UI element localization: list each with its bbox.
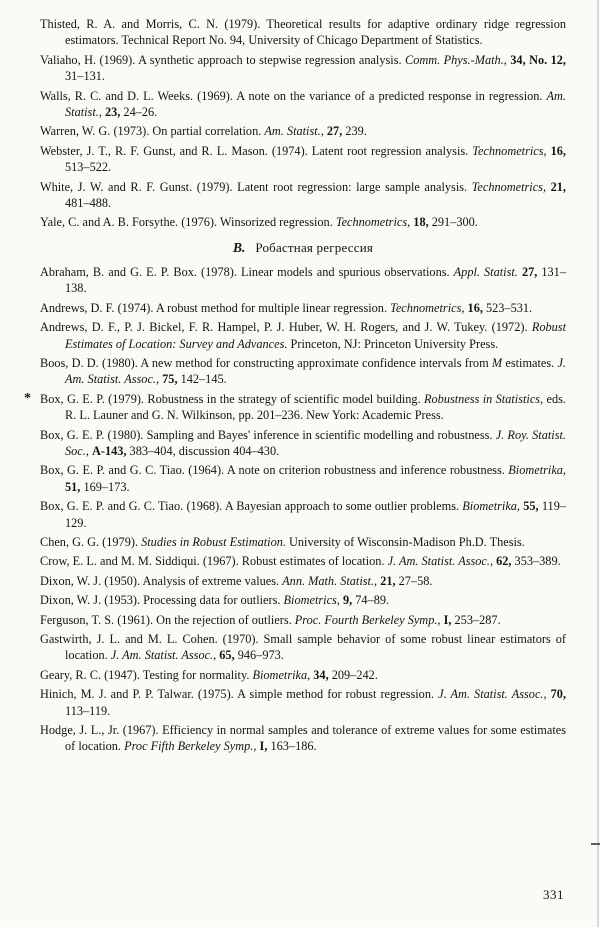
- ref-text: Dixon, W. J. (1950). Analysis of extreme values.: [40, 573, 283, 588]
- ref-text: Biometrika,: [252, 667, 311, 682]
- reference-entry: [40, 319, 570, 352]
- ref-text: Webster, J. T., R. F. Gunst, and R. L. Mason. (1974). Latent root regression analysis.: [40, 143, 473, 158]
- ref-text: 113–119.: [65, 687, 570, 718]
- section-title: Робастная регрессия: [255, 239, 374, 255]
- reference-entry: [40, 88, 570, 121]
- ref-text: M: [491, 355, 503, 370]
- ref-text: Thisted, R. A. and Morris, C. N. (1979). Theoretical results for adaptive ordinary ridge regression estimators. Technical Report No. 94, University of Chicago Department of Statistics.: [40, 17, 570, 48]
- reference-entry: [40, 52, 570, 85]
- ref-text: Box, G. E. P. (1980). Sampling and Bayes' inference in scientific modelling and robustness.: [40, 427, 496, 442]
- margin-asterisk: *: [24, 390, 31, 406]
- ref-text: I,: [259, 739, 268, 754]
- ref-text: Box, G. E. P. and G. C. Tiao. (1964). A note on criterion robustness and inference robustness.: [40, 463, 509, 478]
- ref-text: Comm. Phys.-Math.,: [405, 52, 507, 67]
- reference-entry: [40, 214, 566, 230]
- ref-text: Andrews, D. F., P. J. Bickel, F. R. Hampel, P. J. Huber, W. H. Rogers, and J. W. Tukey. (1972).: [40, 320, 532, 335]
- reference-entry: [40, 427, 570, 460]
- ref-text: Yale, C. and A. B. Forsythe. (1976). Winsorized regression.: [40, 215, 336, 230]
- ref-text: 55,: [523, 499, 539, 514]
- reference-entry: [40, 498, 566, 531]
- ref-text: J. Am. Statist. Assoc.,: [110, 648, 217, 663]
- ref-text: 291–300.: [428, 215, 478, 230]
- section-heading: [40, 240, 566, 256]
- ref-text: 353–389.: [511, 554, 561, 569]
- ref-text: A-143,: [91, 443, 127, 458]
- ref-text: J. Am. Statist. Assoc.,: [65, 355, 569, 387]
- ref-text: 481–488.: [65, 179, 570, 211]
- ref-text: Technometrics,: [471, 179, 547, 194]
- ref-text: Biometrika,: [508, 463, 566, 478]
- ref-text: Studies in Robust Estimation.: [141, 534, 286, 549]
- ref-text: 75,: [162, 372, 178, 387]
- ref-text: Box, G. E. P. (1979). Robustness in the strategy of scientific model building.: [40, 391, 425, 406]
- ref-text: Box, G. E. P. and G. C. Tiao. (1968). A Bayesian approach to some outlier problems.: [40, 499, 463, 514]
- ref-text: Proc. Fourth Berkeley Symp.,: [294, 612, 441, 627]
- ref-text: Technometrics,: [472, 143, 547, 158]
- ref-text: I,: [443, 612, 452, 627]
- reference-entry: [40, 631, 570, 664]
- page-number: 331: [543, 887, 564, 902]
- reference-entry: [24, 390, 570, 424]
- ref-text: 21,: [380, 573, 396, 588]
- ref-text: 119–129.: [65, 499, 566, 530]
- scan-edge-line: [597, 0, 599, 927]
- ref-text: 523–531.: [482, 300, 533, 315]
- ref-text: 34, No. 12,: [510, 52, 566, 67]
- ref-text: 70,: [550, 687, 567, 702]
- ref-text: Ferguson, T. S. (1961). On the rejection of outliers.: [40, 612, 295, 627]
- reference-entry: [40, 462, 566, 495]
- reference-entry: [40, 667, 566, 683]
- ref-text: 18,: [413, 215, 429, 230]
- ref-text: J. Roy. Statist. Soc.,: [65, 427, 570, 458]
- ref-text: 34,: [313, 667, 329, 682]
- ref-text: Am. Statist.,: [65, 88, 570, 120]
- ref-text: Princeton, NJ: Princeton University Press.: [287, 336, 499, 351]
- reference-entry: [40, 143, 570, 176]
- ref-text: 16,: [550, 143, 566, 158]
- reference-entry: [40, 573, 566, 589]
- ref-text: Geary, R. C. (1947). Testing for normality.: [40, 667, 253, 682]
- reference-entry: [40, 686, 570, 719]
- reference-entry: [40, 123, 566, 139]
- ref-text: 239.: [342, 124, 367, 139]
- ref-text: 131–138.: [65, 264, 566, 296]
- scan-artifact-dash: [591, 843, 600, 845]
- ref-text: University of Wisconsin-Madison Ph.D. Thesis.: [285, 534, 525, 549]
- ref-text: estimates.: [502, 355, 558, 370]
- ref-text: Hodge, J. L., Jr. (1967). Efficiency in normal samples and tolerance of extreme values for some estimates of location.: [40, 723, 570, 754]
- ref-text: [566, 463, 569, 477]
- ref-text: White, J. W. and R. F. Gunst. (1979). Latent root regression: large sample analysis.: [40, 179, 472, 194]
- ref-text: 9,: [342, 593, 353, 608]
- ref-text: 74–89.: [352, 593, 390, 608]
- ref-text: Robustness in Statistics,: [424, 391, 544, 406]
- ref-text: Andrews, D. F. (1974). A robust method for multiple linear regression.: [40, 300, 391, 315]
- ref-text: J. Am. Statist. Assoc.,: [438, 687, 547, 702]
- ref-text: 383–404, discussion 404–430.: [126, 443, 280, 458]
- ref-text: 24–26.: [120, 105, 158, 120]
- ref-text: Robust Estimates of Location: Survey and Advances.: [65, 320, 570, 351]
- section-letter: B.: [232, 239, 246, 255]
- ref-text: Dixon, W. J. (1953). Processing data for outliers.: [40, 593, 284, 608]
- ref-text: Technometrics,: [390, 300, 465, 315]
- ref-text: 62,: [496, 554, 512, 569]
- ref-text: 23,: [104, 105, 121, 120]
- ref-text: Am. Statist.,: [264, 124, 324, 139]
- ref-text: Biometrics,: [283, 593, 340, 608]
- reference-entry: [40, 722, 570, 755]
- reference-entry: [40, 534, 566, 550]
- reference-entry: [40, 264, 566, 297]
- ref-text: 31–131.: [65, 52, 570, 84]
- reference-entry: [40, 592, 566, 608]
- ref-text: 51,: [65, 479, 81, 494]
- reference-entry: [40, 612, 566, 628]
- ref-text: Walls, R. C. and D. L. Weeks. (1969). A note on the variance of a predicted response in regression.: [40, 88, 547, 103]
- ref-text: 513–522.: [65, 143, 570, 175]
- ref-text: Warren, W. G. (1973). On partial correlation.: [40, 124, 265, 139]
- reference-entry: [40, 355, 569, 388]
- ref-text: 27,: [326, 124, 343, 139]
- ref-text: 169–173.: [80, 479, 130, 494]
- ref-text: 209–242.: [328, 667, 378, 682]
- ref-text: Valiaho, H. (1969). A synthetic approach to stepwise regression analysis.: [40, 52, 405, 67]
- ref-text: 16,: [467, 300, 483, 315]
- ref-text: Biometrika,: [462, 499, 521, 514]
- ref-text: 946–973.: [234, 648, 284, 663]
- reference-entry: [40, 179, 570, 212]
- ref-text: Gastwirth, J. L. and M. L. Cohen. (1970). Small sample behavior of some robust linear estimators of location.: [40, 632, 570, 663]
- ref-text: 253–287.: [451, 612, 501, 627]
- ref-text: Ann. Math. Statist.,: [282, 573, 378, 588]
- ref-text: Technometrics,: [335, 215, 411, 230]
- reference-list: [24, 16, 570, 755]
- ref-text: Chen, G. G. (1979).: [40, 534, 142, 549]
- ref-text: Hinich, M. J. and P. P. Talwar. (1975). A simple method for robust regression.: [40, 687, 439, 702]
- ref-text: 27–58.: [395, 573, 433, 588]
- ref-text: Proc Fifth Berkeley Symp.,: [124, 739, 257, 754]
- ref-text: J. Am. Statist. Assoc.,: [387, 554, 494, 569]
- reference-entry: [40, 300, 566, 316]
- ref-text: 142–145.: [177, 372, 227, 387]
- ref-text: Crow, E. L. and M. M. Siddiqui. (1967). Robust estimates of location.: [40, 554, 388, 569]
- ref-text: Abraham, B. and G. E. P. Box. (1978). Linear models and spurious observations.: [40, 264, 454, 279]
- reference-entry: [40, 16, 570, 49]
- ref-text: 21,: [550, 179, 566, 194]
- ref-text: eds. R. L. Launer and G. N. Wilkinson, pp. 201–236. New York: Academic Press.: [65, 391, 570, 423]
- ref-text: Boos, D. D. (1980). A new method for constructing approximate confidence intervals from: [40, 355, 492, 370]
- ref-text: 163–186.: [267, 739, 317, 754]
- ref-text: Appl. Statist.: [453, 264, 518, 279]
- ref-text: 27,: [521, 264, 538, 279]
- ref-text: 65,: [219, 648, 235, 663]
- reference-entry: [40, 553, 566, 569]
